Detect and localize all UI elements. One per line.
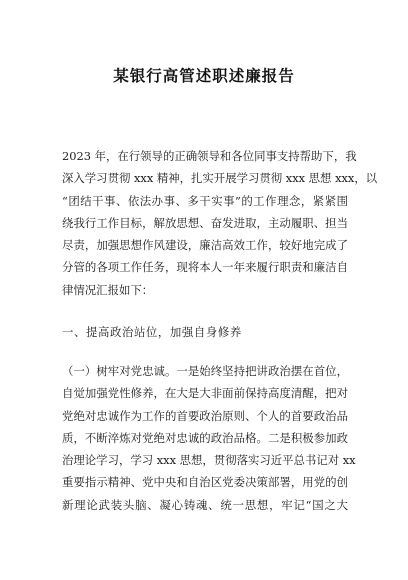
text-line: 治理论学习，学习 xxx 思想，贯彻落实习近平总书记对 xx [62, 453, 356, 468]
text-line: 2023 年，在行领导的正确领导和各位同事支持帮助下，我 [62, 149, 357, 163]
text-line: “团结干事、依法办事、多干实事”的工作理念，紧紧围 [62, 193, 348, 208]
section-heading [62, 322, 348, 342]
text-line: 新理论武装头脑、凝心铸魂、统一思想，牢记“国之大 [62, 497, 348, 512]
section-paragraph [62, 360, 356, 516]
text-line: （一）树牢对党忠诚。一是始终坚持把讲政治摆在首位， [62, 364, 348, 378]
text-line: 党绝对忠诚作为工作的首要政治原则、个人的首要政治品 [62, 408, 348, 423]
text-line: 尽责，加强思想作风建设，廉洁高效工作，较好地完成了 [62, 238, 348, 253]
text-line: 重要指示精神、党中央和自治区党委决策部署，用党的创 [62, 475, 348, 490]
text-line: 律情况汇报如下： [62, 282, 154, 297]
document-title: 某银行高管述职述廉报告 [113, 67, 295, 85]
text-line: 绕我行工作目标，解放思想、奋发进取，主动履职、担当 [62, 215, 348, 230]
text-line: 质，不断淬炼对党绝对忠诚的政治品格。二是积极参加政 [62, 430, 348, 445]
text-line: 分管的各项工作任务，现将本人一年来履行职责和廉洁自 [62, 260, 348, 275]
intro-paragraph [62, 145, 378, 301]
text-line: 自觉加强党性修养，在大是大非面前保持高度清醒，把对 [62, 386, 348, 401]
text-line: 深入学习贯彻 xxx 精神，扎实开展学习贯彻 xxx 思想 xxx，以 [62, 171, 378, 186]
section-heading-text: 一、提高政治站位，加强自身修养 [62, 325, 242, 339]
